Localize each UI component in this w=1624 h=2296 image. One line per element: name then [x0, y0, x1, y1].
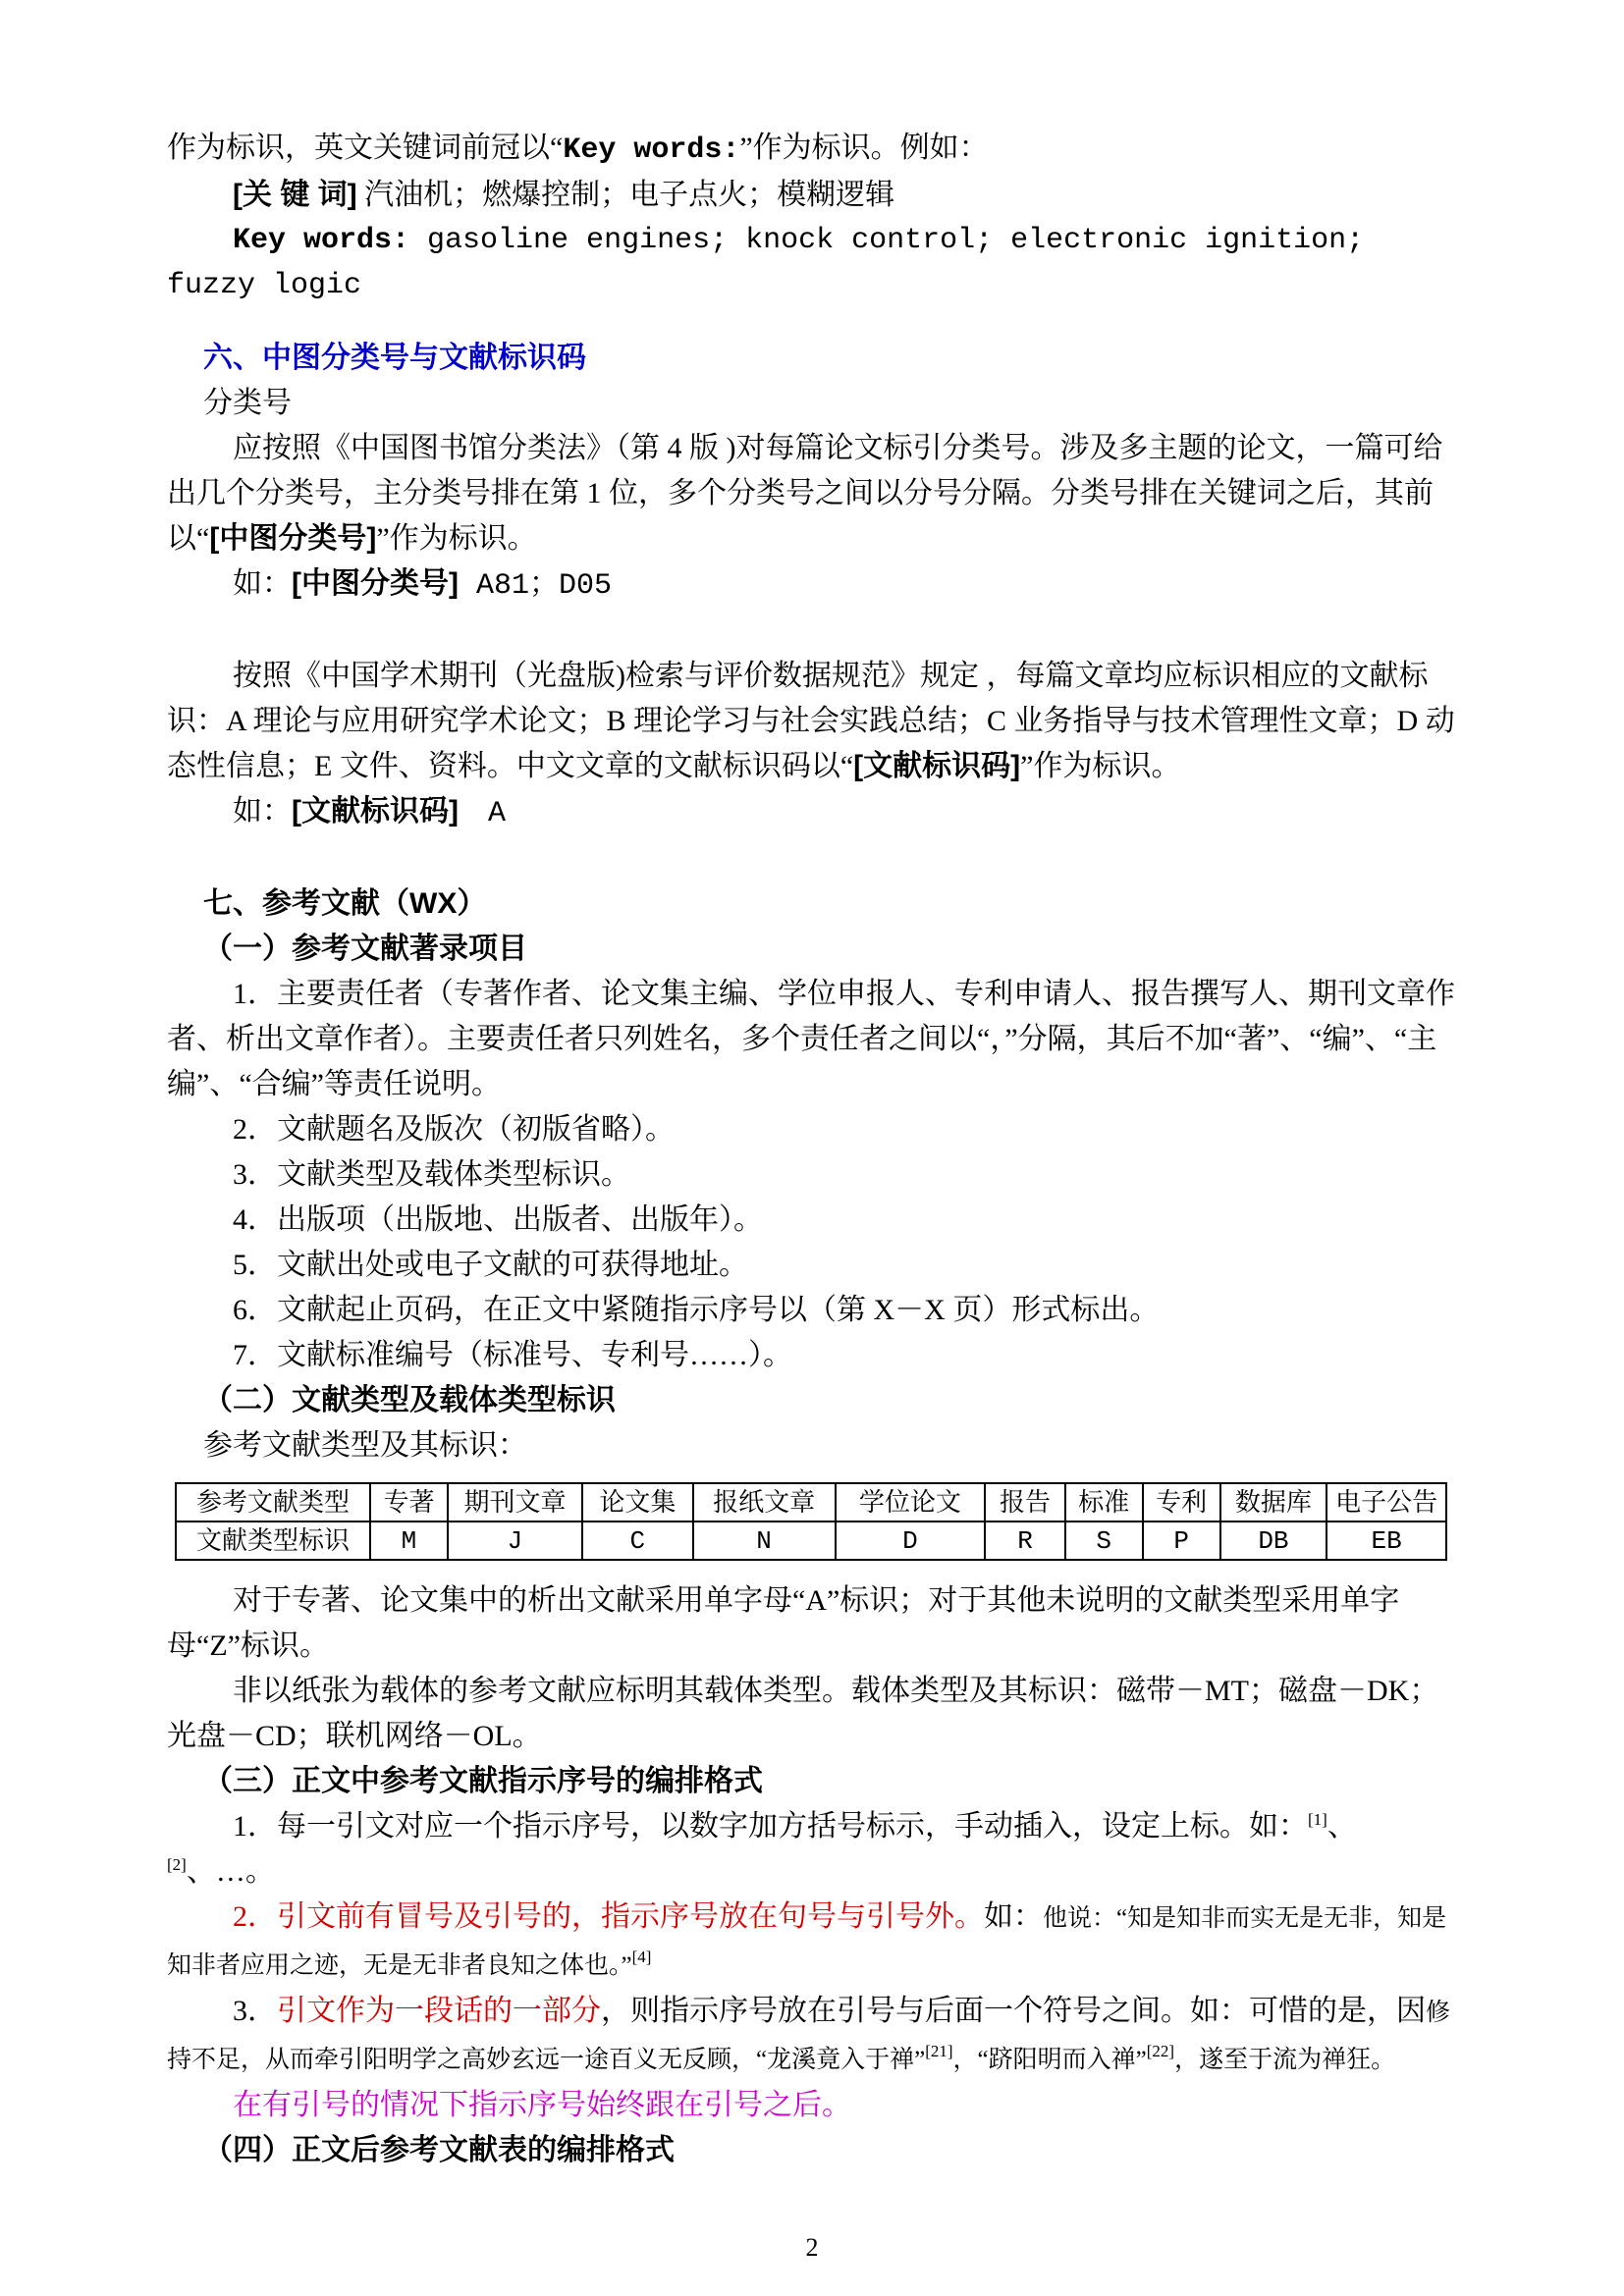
- table-cell: 电子公告: [1326, 1483, 1446, 1522]
- list-item: 2．文献题名及版次（初版省略）。: [233, 1113, 675, 1146]
- table-cell: S: [1065, 1522, 1143, 1560]
- table-row-codes: [176, 1522, 1446, 1560]
- section-6-heading: 六、中图分类号与文献标识码: [203, 342, 586, 374]
- paragraph-keywords-tail: [167, 126, 1457, 173]
- table-row-header: [176, 1483, 1446, 1522]
- section-7-3-heading: （三）正文中参考文献指示序号的编排格式: [203, 1765, 763, 1797]
- table-cell: N: [693, 1522, 836, 1560]
- reference-type-table: [175, 1482, 1447, 1561]
- text-run: 如：: [233, 567, 292, 600]
- table-cell: 参考文献类型: [176, 1483, 370, 1522]
- list-item: 4．出版项（出版地、出版者、出版年）。: [233, 1203, 763, 1236]
- page-number: 2: [805, 2233, 819, 2262]
- citation-note: 在有引号的情况下指示序号始终跟在引号之后。: [233, 2089, 851, 2121]
- superscript-ref: [21]: [925, 2042, 953, 2060]
- doc-code-tag-bold: [文献标识码]: [853, 750, 1021, 782]
- text-run: 1．每一引文对应一个指示序号，以数字加方括号标示，手动插入，设定上标。如：: [233, 1810, 1308, 1842]
- spacer: [167, 308, 1457, 336]
- section-7-2-heading: （二）文献类型及载体类型标识: [203, 1384, 616, 1416]
- paragraph-clc: [167, 426, 1457, 561]
- table-cell: 标准: [1065, 1483, 1143, 1522]
- quote-text: 他说：“知是知非而实无是无非，知是知非者应用之迹，无是无非者良知之体也。”: [167, 1905, 1447, 1979]
- superscript-ref: [4]: [631, 1948, 652, 1966]
- text-run: 如：: [233, 795, 292, 828]
- text-run: 按照《中国学术期刊（光盘版)检索与评价数据规范》规定 ，每篇文章均应标识相应的文献标识：A 理论与应用研究学术论文；B 理论学习与社会实践总结；C 业务指导与技术管理性文章；D 动态性信息；E 文件、资料。中文文章的文献标识码以“: [167, 660, 1455, 782]
- citation-rule-3: [167, 1989, 1457, 2083]
- section-7-heading: 七、参考文献（WX）: [203, 887, 487, 920]
- spacer: [167, 609, 1457, 654]
- text-run: ”作为标识。例如：: [739, 132, 989, 164]
- table-cell: 期刊文章: [448, 1483, 582, 1522]
- text-run: 、: [1326, 1810, 1357, 1842]
- list-item: 1．主要责任者（专著作者、论文集主编、学位申报人、专利申请人、报告撰写人、期刊文章作者、析出文章作者）。主要责任者只列姓名，多个责任者之间以“，”分隔，其后不加“著”、“编”、“主编”、“合编”等责任说明。: [167, 978, 1455, 1100]
- keywords-label-en-bold: Key words:: [563, 133, 740, 167]
- text-run: 、…。: [186, 1855, 275, 1888]
- citation-rule-1: [167, 1804, 1457, 1895]
- text-run: ，则指示序号放在引号与后面一个符号之间。如：可惜的是，因: [601, 1995, 1426, 2027]
- paragraph-table-intro: 参考文献类型及其标识：: [203, 1429, 527, 1462]
- text-run: ”作为标识。: [376, 522, 537, 555]
- paragraph-keywords-cn: [167, 173, 1457, 218]
- text-run: 如：: [984, 1900, 1043, 1933]
- table-cell: J: [448, 1522, 582, 1560]
- keywords-cn-label: [关 键 词]: [233, 179, 357, 211]
- table-cell: 数据库: [1220, 1483, 1327, 1522]
- doc-code-example-tag-bold: [文献标识码]: [292, 795, 459, 828]
- text-run: 3．: [233, 1995, 277, 2027]
- table-cell: DB: [1220, 1522, 1327, 1560]
- table-cell: 报告: [985, 1483, 1065, 1522]
- paragraph-fenleihao: 分类号: [203, 387, 292, 419]
- keywords-en-label: Key words:: [233, 224, 410, 257]
- list-item: 6．文献起止页码，在正文中紧随指示序号以（第 X－X 页）形式标出。: [233, 1294, 1160, 1326]
- section-7-1-heading: （一）参考文献著录项目: [203, 933, 527, 965]
- paragraph-doc-code-example: [167, 789, 1457, 836]
- text-run-red: 2．引文前有冒号及引号的，指示序号放在句号与引号外。: [233, 1900, 984, 1933]
- table-cell: R: [985, 1522, 1065, 1560]
- clc-tag-bold: [中图分类号]: [209, 522, 377, 555]
- paragraph-keywords-en: [167, 218, 1457, 308]
- list-item: 5．文献出处或电子文献的可获得地址。: [233, 1249, 748, 1281]
- table-cell: 论文集: [582, 1483, 693, 1522]
- table-cell: 专利: [1143, 1483, 1220, 1522]
- section-7-4-heading: （四）正文后参考文献表的编排格式: [203, 2134, 675, 2166]
- text-run: gasoline engines; knock control; electronic ignition; fuzzy logic: [167, 224, 1365, 302]
- text-run: ”作为标识。: [1020, 750, 1181, 782]
- paragraph-carrier-type: 非以纸张为载体的参考文献应标明其载体类型。载体类型及其标识：磁带－MT；磁盘－DK；光盘－CD；联机网络－OL。: [167, 1675, 1439, 1752]
- paragraph-single-letter: 对于专著、论文集中的析出文献采用单字母“A”标识；对于其他未说明的文献类型采用单字母“Z”标识。: [167, 1584, 1400, 1662]
- superscript-ref: [22]: [1146, 2042, 1175, 2060]
- paragraph-clc-example: [167, 561, 1457, 609]
- superscript-ref: [1]: [1308, 1810, 1327, 1829]
- table-cell: D: [836, 1522, 986, 1560]
- table-cell: EB: [1326, 1522, 1446, 1560]
- list-item: 7．文献标准编号（标准号、专利号……）。: [233, 1339, 792, 1371]
- spacer: [167, 836, 1457, 881]
- doc-code-example-value: A: [458, 797, 506, 830]
- paragraph-doc-code: [167, 654, 1457, 789]
- text-run-red: 引文作为一段话的一部分: [277, 1995, 601, 2027]
- citation-rule-2: [167, 1895, 1457, 1989]
- clc-example-codes: A81；D05: [458, 569, 613, 603]
- clc-example-tag-bold: [中图分类号]: [292, 567, 459, 600]
- table-cell: C: [582, 1522, 693, 1560]
- table-cell: M: [370, 1522, 448, 1560]
- superscript-ref: [2]: [167, 1855, 187, 1874]
- quote-text: ，“跻阳明而入禅”: [952, 2047, 1147, 2073]
- quote-text: ，遂至于流为禅狂。: [1174, 2047, 1396, 2073]
- table-cell: 专著: [370, 1483, 448, 1522]
- list-item: 3．文献类型及载体类型标识。: [233, 1158, 630, 1191]
- text-run: 作为标识，英文关键词前冠以“: [167, 132, 564, 164]
- quote-text: 修持不足，从而牵引阳明学之高妙玄远一途百义无反顾，“龙溪竟入于禅”: [167, 2000, 1451, 2073]
- table-cell: P: [1143, 1522, 1220, 1560]
- table-cell: 文献类型标识: [176, 1522, 370, 1560]
- table-cell: 报纸文章: [693, 1483, 836, 1522]
- table-cell: 学位论文: [836, 1483, 986, 1522]
- text-run: 汽油机；燃爆控制；电子点火；模糊逻辑: [356, 179, 895, 211]
- text-run: 应按照《中国图书馆分类法》（第 4 版 )对每篇论文标引分类号。涉及多主题的论文，一篇可给出几个分类号，主分类号排在第 1 位，多个分类号之间以分号分隔。分类号排在关键词之后，其前以“: [167, 432, 1443, 555]
